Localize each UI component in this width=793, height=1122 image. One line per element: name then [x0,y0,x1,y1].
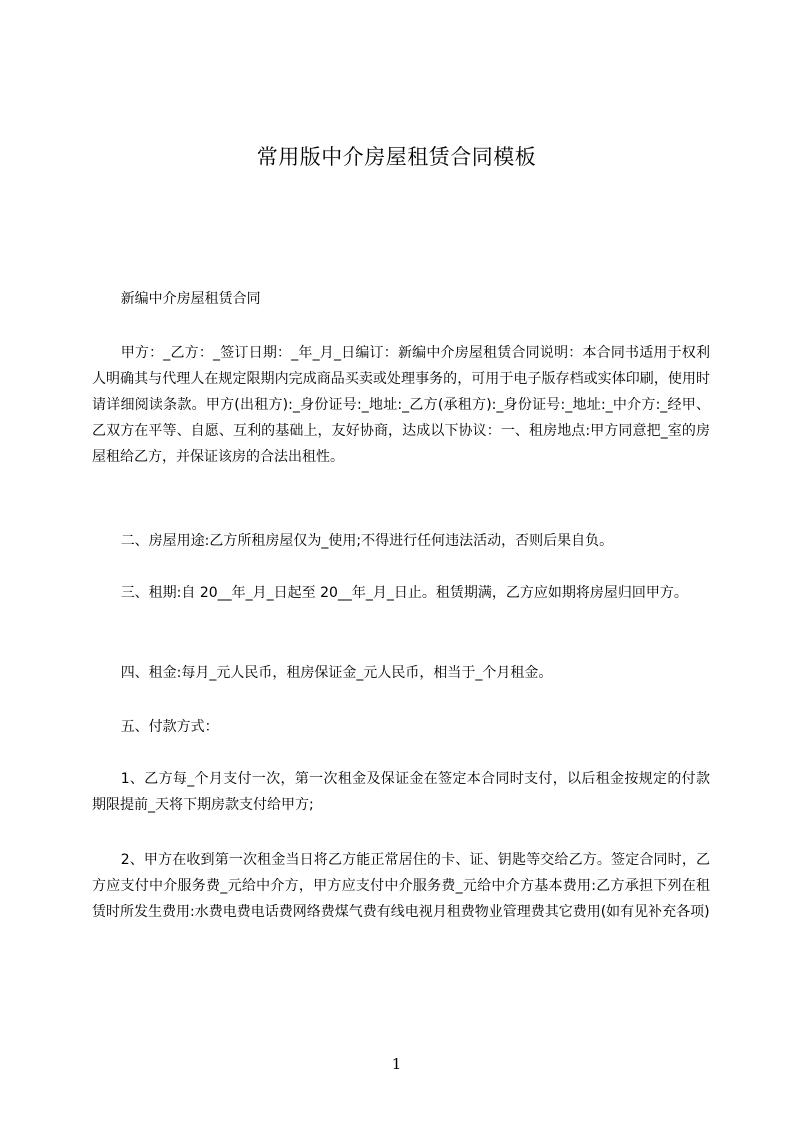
paragraph-payment-clause-2: 2、甲方在收到第一次租金当日将乙方能正常居住的卡、证、钥匙等交给乙方。签定合同时，乙方应支付中介服务费_元给中介方，甲方应支付中介服务费_元给中介方基本费用:乙方承担下列在租赁时所发生费用:水费电费电话费网络费煤气费有线电视月租费物业管理费其它费用(如有见补充各项) [92,852,710,920]
paragraph-rent: 四、租金:每月_元人民币，租房保证金_元人民币，相当于_个月租金。 [120,665,553,681]
document-title: 常用版中介房屋租赁合同模板 [256,145,537,169]
paragraph-house-use: 二、房屋用途:乙方所租房屋仅为_使用;不得进行任何违法活动，否则后果自负。 [120,533,614,549]
document-subtitle: 新编中介房屋租赁合同 [120,291,261,307]
page-number: 1 [391,1055,402,1073]
paragraph-lease-term: 三、租期:自 20__年_月_日起至 20__年_月_日止。租赁期满，乙方应如期将房屋归回甲方。 [120,585,688,601]
paragraph-parties-and-location: 甲方：_乙方：_签订日期：_年_月_日编订：新编中介房屋租赁合同说明：本合同书适用于权利人明确其与代理人在规定限期内完成商品买卖或处理事务的，可用于电子版存档或实体印刷，使用时请详细阅读条款。甲方(出租方):_身份证号:_地址:_乙方(承租方):_身份证号:_地址:_中介方:_经甲、乙双方在平等、自愿、互利的基础上，友好协商，达成以下协议：一、租房地点:甲方同意把_室的房屋租给乙方，并保证该房的合法出租性。 [92,345,710,465]
paragraph-payment-clause-1: 1、乙方每_个月支付一次，第一次租金及保证金在签定本合同时支付，以后租金按规定的付款期限提前_天将下期房款支付给甲方; [92,771,710,813]
paragraph-payment-method-heading: 五、付款方式： [120,719,219,735]
